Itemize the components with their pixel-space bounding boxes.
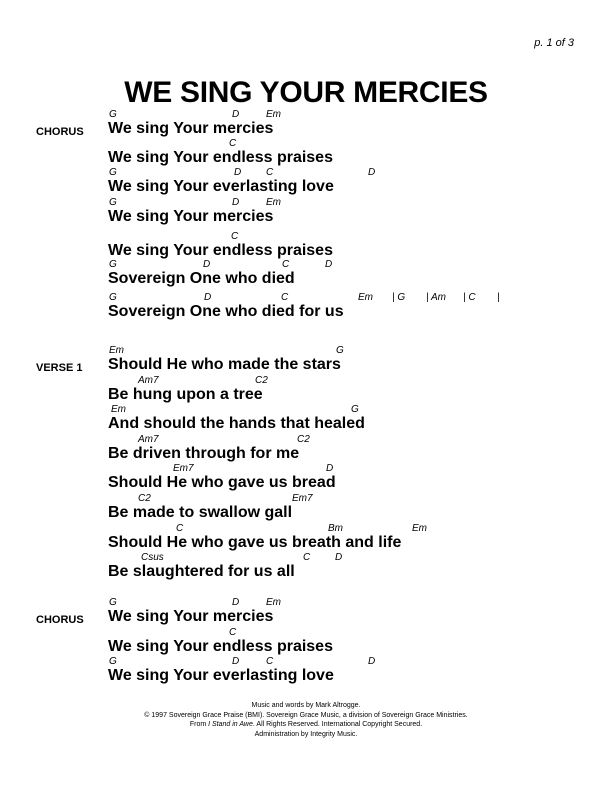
chord: Em (111, 404, 126, 415)
chord: Em (266, 597, 281, 608)
lyric-line: We sing Your mercies (108, 120, 274, 137)
credits (0, 701, 612, 739)
chord: C (176, 523, 184, 534)
chord: D (203, 259, 211, 270)
chord: G (109, 109, 117, 120)
page-number: p. 1 of 3 (534, 37, 574, 49)
lyric-line: Should He who gave us bread (108, 474, 336, 491)
lyric-line: Should He who made the stars (108, 356, 341, 373)
chord: D (234, 167, 242, 178)
lyric-line: We sing Your endless praises (108, 149, 333, 166)
chord: G (109, 259, 117, 270)
chord: Em (412, 523, 427, 534)
chord: G (351, 404, 359, 415)
chord: Em7 (173, 463, 194, 474)
chord: D (368, 167, 376, 178)
chord: D (232, 197, 240, 208)
lyric-line: We sing Your endless praises (108, 638, 333, 655)
lyric-line: Be hung upon a tree (108, 386, 263, 403)
chord: C (229, 627, 237, 638)
lyric-line: We sing Your mercies (108, 608, 274, 625)
chord: Em (266, 197, 281, 208)
chord: G (109, 292, 117, 303)
chord: C (229, 138, 237, 149)
lyric-line: Sovereign One who died (108, 270, 295, 287)
chord: G (109, 597, 117, 608)
lyric-line: Be slaughtered for us all (108, 563, 295, 580)
chord: G (336, 345, 344, 356)
chord: C2 (138, 493, 151, 504)
chord: | C (463, 292, 476, 303)
credit-line: © 1997 Sovereign Grace Praise (BMI). Sovereign Grace Music, a division of Sovereign Grace Ministries. (144, 711, 468, 719)
credit-line: Administration by Integrity Music. (254, 730, 358, 738)
chord: Em (109, 345, 124, 356)
chord: G (109, 167, 117, 178)
chord: Am7 (138, 375, 159, 386)
lyric-line: Be made to swallow gall (108, 504, 293, 521)
chord: D (335, 552, 343, 563)
chord: D (232, 656, 240, 667)
section-label: CHORUS (36, 126, 84, 138)
lyric-line: We sing Your everlasting love (108, 667, 334, 684)
chord: Em (358, 292, 373, 303)
chord: C (281, 292, 289, 303)
section-label: VERSE 1 (36, 362, 83, 374)
credit-line: From I Stand in Awe. All Rights Reserved. International Copyright Secured. (189, 721, 423, 728)
lyric-line: We sing Your mercies (108, 208, 274, 225)
chord: C (266, 656, 274, 667)
chord: D (368, 656, 376, 667)
chord: Em7 (292, 493, 313, 504)
chord: D (232, 109, 240, 120)
chord: Csus (141, 552, 164, 563)
chord: | G (392, 292, 406, 303)
chord: C (303, 552, 311, 563)
chord: G (109, 197, 117, 208)
lyric-line: Be driven through for me (108, 445, 300, 462)
lyric-line: And should the hands that healed (108, 415, 365, 432)
chord: | (497, 292, 500, 303)
song-title: WE SING YOUR MERCIES (124, 76, 488, 109)
lyric-line: Sovereign One who died for us (108, 303, 344, 320)
chord: D (326, 463, 334, 474)
lyric-line: Should He who gave us breath and life (108, 534, 402, 551)
chord: C (282, 259, 290, 270)
chord: Em (266, 109, 281, 120)
chord: D (232, 597, 240, 608)
chord: C (266, 167, 274, 178)
chord: | Am (426, 292, 447, 303)
chord: C (231, 231, 239, 242)
lyric-line: We sing Your everlasting love (108, 178, 334, 195)
chord: C2 (297, 434, 310, 445)
lyric-line: We sing Your endless praises (108, 242, 333, 259)
section-label: CHORUS (36, 614, 84, 626)
chord: C2 (255, 375, 268, 386)
chord: G (109, 656, 117, 667)
chord: Bm (328, 523, 343, 534)
chord: D (325, 259, 333, 270)
credit-line: Music and words by Mark Altrogge. (251, 702, 361, 709)
chord: Am7 (138, 434, 159, 445)
chord: D (204, 292, 212, 303)
